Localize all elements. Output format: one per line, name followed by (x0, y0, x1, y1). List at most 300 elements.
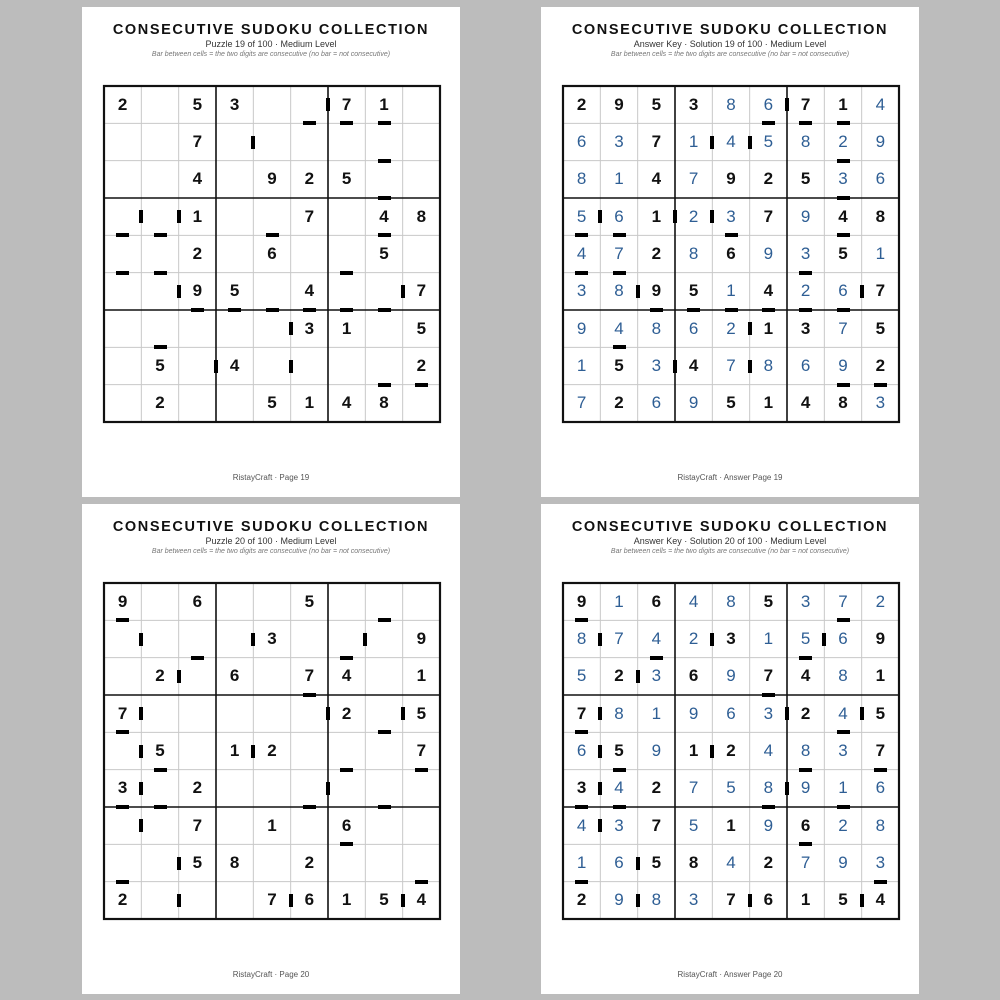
consecutive-bar (799, 656, 812, 660)
solution-digit: 5 (576, 666, 587, 686)
solution-digit: 1 (763, 628, 774, 648)
consecutive-bar (214, 360, 218, 373)
solution-digit: 3 (614, 815, 624, 835)
given-digit: 7 (416, 740, 427, 760)
given-digit: 4 (800, 666, 811, 686)
consecutive-bar (116, 233, 129, 237)
solution-digit: 5 (800, 628, 811, 648)
given-digit: 6 (726, 243, 736, 263)
given-digit: 1 (229, 740, 240, 760)
consecutive-bar (326, 98, 330, 111)
consecutive-bar (154, 805, 167, 809)
consecutive-bar (154, 345, 167, 349)
rule-note: Bar between cells = the two digits are consecutive (no bar = not consecutive) (610, 548, 850, 555)
given-digit: 8 (379, 393, 389, 413)
solution-digit: 6 (651, 393, 662, 413)
given-digit: 5 (416, 703, 427, 723)
consecutive-bar (177, 210, 181, 223)
given-digit: 1 (304, 393, 315, 413)
solution-digit: 6 (838, 628, 848, 648)
consecutive-bar (822, 633, 826, 646)
given-digit: 5 (651, 852, 662, 872)
given-digit: 5 (304, 591, 315, 611)
given-digit: 2 (341, 703, 352, 723)
consecutive-bar (636, 670, 640, 683)
solution-digit: 6 (614, 206, 624, 226)
consecutive-bar (177, 285, 181, 298)
given-digit: 3 (304, 318, 315, 338)
consecutive-bar (415, 880, 428, 884)
rule-note: Bar between cells = the two digits are consecutive (no bar = not consecutive) (151, 548, 391, 555)
given-digit: 5 (838, 243, 848, 263)
consecutive-bar (378, 730, 391, 734)
solution-digit: 7 (614, 243, 624, 263)
given-digit: 4 (416, 890, 427, 910)
given-digit: 5 (838, 890, 848, 910)
given-digit: 1 (800, 890, 811, 910)
consecutive-bar (837, 308, 850, 312)
consecutive-bar (673, 360, 677, 373)
given-digit: 2 (304, 169, 315, 189)
given-digit: 3 (117, 778, 128, 798)
given-digit: 8 (875, 206, 886, 226)
consecutive-bar (401, 707, 405, 720)
puzzle-page-20 (82, 504, 460, 994)
consecutive-bar (154, 233, 167, 237)
consecutive-bar (636, 857, 640, 870)
given-digit: 1 (267, 815, 277, 835)
solution-digit: 3 (800, 591, 811, 611)
given-digit: 3 (688, 94, 699, 114)
solution-digit: 3 (651, 355, 662, 375)
given-digit: 1 (688, 740, 699, 760)
given-digit: 9 (576, 591, 587, 611)
given-digit: 9 (416, 628, 427, 648)
consecutive-bar (748, 136, 752, 149)
page-footer: RistayCraft · Answer Page 19 (677, 473, 783, 482)
consecutive-bar (139, 210, 143, 223)
solution-digit: 3 (800, 243, 811, 263)
given-digit: 7 (192, 131, 203, 151)
given-digit: 5 (763, 591, 774, 611)
consecutive-bar (725, 308, 738, 312)
consecutive-bar (340, 271, 353, 275)
answer-page-19 (541, 7, 919, 497)
solution-digit: 9 (688, 393, 699, 413)
given-digit: 2 (763, 852, 774, 872)
consecutive-bar (860, 707, 864, 720)
page-footer: RistayCraft · Page 19 (232, 473, 310, 482)
given-digit: 5 (192, 852, 203, 872)
consecutive-bar (289, 894, 293, 907)
consecutive-bar (687, 308, 700, 312)
given-digit: 2 (267, 740, 277, 760)
consecutive-bar (860, 285, 864, 298)
consecutive-bar (613, 805, 626, 809)
given-digit: 5 (267, 393, 277, 413)
given-digit: 4 (304, 281, 315, 301)
given-digit: 4 (341, 393, 352, 413)
given-digit: 7 (416, 281, 427, 301)
given-digit: 7 (304, 206, 315, 226)
consecutive-bar (799, 121, 812, 125)
given-digit: 5 (726, 393, 736, 413)
consecutive-bar (228, 308, 241, 312)
consecutive-bar (710, 745, 714, 758)
solution-digit: 2 (875, 591, 886, 611)
solution-digit: 8 (800, 740, 811, 760)
solution-digit: 1 (576, 355, 587, 375)
page-footer: RistayCraft · Answer Page 20 (677, 970, 783, 979)
given-digit: 6 (267, 243, 277, 263)
given-digit: 2 (192, 778, 203, 798)
solution-digit: 2 (688, 628, 699, 648)
solution-digit: 5 (688, 815, 699, 835)
given-digit: 5 (155, 355, 165, 375)
given-digit: 2 (651, 243, 662, 263)
sudoku-grid (563, 583, 899, 919)
consecutive-bar (289, 360, 293, 373)
solution-digit: 8 (726, 94, 736, 114)
given-digit: 7 (304, 666, 315, 686)
consecutive-bar (154, 271, 167, 275)
consecutive-bar (598, 633, 602, 646)
given-digit: 6 (304, 890, 315, 910)
consecutive-bar (415, 383, 428, 387)
consecutive-bar (762, 121, 775, 125)
solution-digit: 4 (614, 778, 624, 798)
page-subtitle: Answer Key · Solution 20 of 100 · Medium Level (633, 536, 827, 546)
given-digit: 6 (192, 591, 203, 611)
given-digit: 1 (763, 318, 774, 338)
solution-digit: 8 (614, 281, 624, 301)
consecutive-bar (378, 159, 391, 163)
consecutive-bar (762, 308, 775, 312)
solution-digit: 3 (875, 852, 886, 872)
consecutive-bar (785, 707, 789, 720)
consecutive-bar (378, 618, 391, 622)
given-digit: 6 (763, 890, 774, 910)
page-subtitle: Puzzle 20 of 100 · Medium Level (205, 536, 337, 546)
consecutive-bar (116, 805, 129, 809)
solution-digit: 9 (651, 740, 662, 760)
solution-digit: 2 (726, 318, 736, 338)
page-title: CONSECUTIVE SUDOKU COLLECTION (112, 519, 430, 535)
consecutive-bar (378, 196, 391, 200)
given-digit: 3 (229, 94, 240, 114)
solution-digit: 7 (726, 355, 736, 375)
consecutive-bar (575, 618, 588, 622)
consecutive-bar (326, 782, 330, 795)
consecutive-bar (340, 842, 353, 846)
answer-page-20 (541, 504, 919, 994)
consecutive-bar (650, 656, 663, 660)
consecutive-bar (874, 383, 887, 387)
given-digit: 4 (192, 169, 203, 189)
consecutive-bar (837, 159, 850, 163)
consecutive-bar (191, 656, 204, 660)
given-digit: 2 (304, 852, 315, 872)
consecutive-bar (177, 894, 181, 907)
solution-digit: 9 (875, 131, 886, 151)
given-digit: 5 (875, 703, 886, 723)
consecutive-bar (139, 745, 143, 758)
solution-digit: 9 (838, 852, 848, 872)
consecutive-bar (340, 656, 353, 660)
solution-digit: 3 (614, 131, 624, 151)
solution-digit: 1 (838, 778, 848, 798)
given-digit: 5 (875, 318, 886, 338)
consecutive-bar (785, 98, 789, 111)
given-digit: 7 (726, 890, 736, 910)
solution-digit: 9 (838, 355, 848, 375)
consecutive-bar (598, 819, 602, 832)
solution-digit: 8 (688, 243, 699, 263)
consecutive-bar (799, 271, 812, 275)
given-digit: 9 (726, 169, 736, 189)
consecutive-bar (598, 210, 602, 223)
given-digit: 1 (763, 393, 774, 413)
consecutive-bar (837, 233, 850, 237)
given-digit: 6 (229, 666, 240, 686)
solution-digit: 2 (800, 281, 811, 301)
solution-digit: 3 (688, 890, 699, 910)
given-digit: 7 (875, 281, 886, 301)
consecutive-bar (401, 285, 405, 298)
sudoku-grid (104, 583, 440, 919)
given-digit: 3 (800, 318, 811, 338)
solution-digit: 1 (875, 243, 886, 263)
given-digit: 3 (726, 628, 736, 648)
given-digit: 6 (800, 815, 811, 835)
given-digit: 5 (379, 243, 389, 263)
consecutive-bar (673, 210, 677, 223)
consecutive-bar (575, 805, 588, 809)
solution-digit: 6 (838, 281, 848, 301)
solution-digit: 1 (688, 131, 699, 151)
consecutive-bar (613, 233, 626, 237)
consecutive-bar (289, 322, 293, 335)
solution-digit: 1 (614, 591, 624, 611)
consecutive-bar (575, 730, 588, 734)
consecutive-bar (837, 618, 850, 622)
given-digit: 1 (838, 94, 848, 114)
given-digit: 2 (614, 393, 624, 413)
consecutive-bar (378, 805, 391, 809)
solution-digit: 2 (838, 131, 848, 151)
solution-digit: 9 (688, 703, 699, 723)
consecutive-bar (303, 693, 316, 697)
consecutive-bar (837, 121, 850, 125)
given-digit: 4 (379, 206, 389, 226)
solution-digit: 9 (726, 666, 736, 686)
given-digit: 7 (341, 94, 352, 114)
solution-digit: 3 (763, 703, 774, 723)
consecutive-bar (303, 308, 316, 312)
given-digit: 2 (800, 703, 811, 723)
solution-digit: 6 (576, 740, 587, 760)
given-digit: 9 (651, 281, 662, 301)
solution-digit: 8 (800, 131, 811, 151)
solution-digit: 8 (576, 628, 587, 648)
solution-digit: 1 (726, 281, 736, 301)
consecutive-bar (154, 768, 167, 772)
consecutive-bar (710, 633, 714, 646)
given-digit: 4 (229, 355, 240, 375)
given-digit: 2 (875, 355, 886, 375)
consecutive-bar (837, 383, 850, 387)
page-subtitle: Answer Key · Solution 19 of 100 · Medium Level (633, 39, 827, 49)
given-digit: 6 (341, 815, 352, 835)
solution-digit: 3 (576, 281, 587, 301)
consecutive-bar (575, 271, 588, 275)
consecutive-bar (636, 894, 640, 907)
consecutive-bar (139, 707, 143, 720)
consecutive-bar (251, 136, 255, 149)
solution-digit: 9 (763, 815, 774, 835)
given-digit: 2 (576, 890, 587, 910)
solution-digit: 4 (726, 131, 736, 151)
page-subtitle: Puzzle 19 of 100 · Medium Level (205, 39, 337, 49)
given-digit: 5 (155, 740, 165, 760)
given-digit: 2 (416, 355, 427, 375)
given-digit: 3 (267, 628, 277, 648)
consecutive-bar (251, 745, 255, 758)
given-digit: 7 (875, 740, 886, 760)
given-digit: 7 (763, 666, 774, 686)
solution-digit: 8 (614, 703, 624, 723)
given-digit: 2 (726, 740, 736, 760)
consecutive-bar (303, 805, 316, 809)
given-digit: 4 (763, 281, 774, 301)
given-digit: 8 (416, 206, 427, 226)
given-digit: 7 (763, 206, 774, 226)
solution-digit: 4 (576, 243, 587, 263)
sudoku-grid (563, 86, 899, 422)
given-digit: 5 (614, 355, 624, 375)
consecutive-bar (340, 121, 353, 125)
page-footer: RistayCraft · Page 20 (232, 970, 310, 979)
solution-digit: 6 (800, 355, 811, 375)
consecutive-bar (139, 633, 143, 646)
given-digit: 5 (800, 169, 811, 189)
consecutive-bar (710, 136, 714, 149)
solution-digit: 3 (838, 169, 848, 189)
consecutive-bar (116, 880, 129, 884)
given-digit: 2 (155, 666, 165, 686)
given-digit: 4 (651, 169, 662, 189)
consecutive-bar (748, 894, 752, 907)
solution-digit: 9 (800, 778, 811, 798)
solution-digit: 3 (726, 206, 736, 226)
solution-digit: 7 (576, 393, 587, 413)
given-digit: 4 (875, 890, 886, 910)
solution-digit: 3 (651, 666, 662, 686)
sudoku-grid (104, 86, 440, 422)
given-digit: 7 (192, 815, 203, 835)
consecutive-bar (266, 308, 279, 312)
consecutive-bar (799, 768, 812, 772)
consecutive-bar (139, 782, 143, 795)
given-digit: 1 (341, 318, 352, 338)
solution-digit: 4 (688, 591, 699, 611)
solution-digit: 8 (763, 778, 774, 798)
solution-digit: 6 (576, 131, 587, 151)
given-digit: 2 (651, 778, 662, 798)
given-digit: 4 (800, 393, 811, 413)
solution-digit: 2 (838, 815, 848, 835)
given-digit: 5 (416, 318, 427, 338)
given-digit: 2 (763, 169, 774, 189)
solution-digit: 7 (614, 628, 624, 648)
given-digit: 2 (117, 890, 128, 910)
consecutive-bar (837, 196, 850, 200)
solution-digit: 9 (800, 206, 811, 226)
given-digit: 5 (651, 94, 662, 114)
consecutive-bar (710, 210, 714, 223)
consecutive-bar (116, 271, 129, 275)
solution-digit: 9 (763, 243, 774, 263)
solution-digit: 4 (651, 628, 662, 648)
given-digit: 7 (267, 890, 277, 910)
given-digit: 5 (614, 740, 624, 760)
solution-digit: 6 (875, 778, 886, 798)
consecutive-bar (415, 768, 428, 772)
consecutive-bar (401, 894, 405, 907)
consecutive-bar (598, 745, 602, 758)
consecutive-bar (378, 121, 391, 125)
given-digit: 4 (838, 206, 848, 226)
given-digit: 5 (341, 169, 352, 189)
given-digit: 7 (117, 703, 128, 723)
solution-digit: 8 (838, 666, 848, 686)
consecutive-bar (266, 233, 279, 237)
consecutive-bar (636, 285, 640, 298)
given-digit: 8 (229, 852, 240, 872)
solution-digit: 6 (763, 94, 774, 114)
consecutive-bar (748, 360, 752, 373)
solution-digit: 4 (763, 740, 774, 760)
given-digit: 8 (688, 852, 699, 872)
solution-digit: 5 (726, 778, 736, 798)
consecutive-bar (378, 383, 391, 387)
consecutive-bar (598, 782, 602, 795)
consecutive-bar (762, 693, 775, 697)
consecutive-bar (191, 308, 204, 312)
given-digit: 1 (379, 94, 389, 114)
consecutive-bar (575, 233, 588, 237)
consecutive-bar (874, 768, 887, 772)
consecutive-bar (378, 233, 391, 237)
solution-digit: 4 (875, 94, 886, 114)
given-digit: 1 (875, 666, 886, 686)
solution-digit: 4 (614, 318, 624, 338)
given-digit: 7 (576, 703, 587, 723)
given-digit: 2 (155, 393, 165, 413)
solution-digit: 1 (651, 703, 662, 723)
solution-digit: 7 (688, 778, 699, 798)
page-title: CONSECUTIVE SUDOKU COLLECTION (571, 519, 889, 535)
solution-digit: 2 (688, 206, 699, 226)
consecutive-bar (860, 894, 864, 907)
consecutive-bar (874, 880, 887, 884)
consecutive-bar (613, 345, 626, 349)
solution-digit: 8 (763, 355, 774, 375)
solution-digit: 6 (875, 169, 886, 189)
rule-note: Bar between cells = the two digits are consecutive (no bar = not consecutive) (151, 51, 391, 58)
consecutive-bar (303, 121, 316, 125)
consecutive-bar (799, 842, 812, 846)
